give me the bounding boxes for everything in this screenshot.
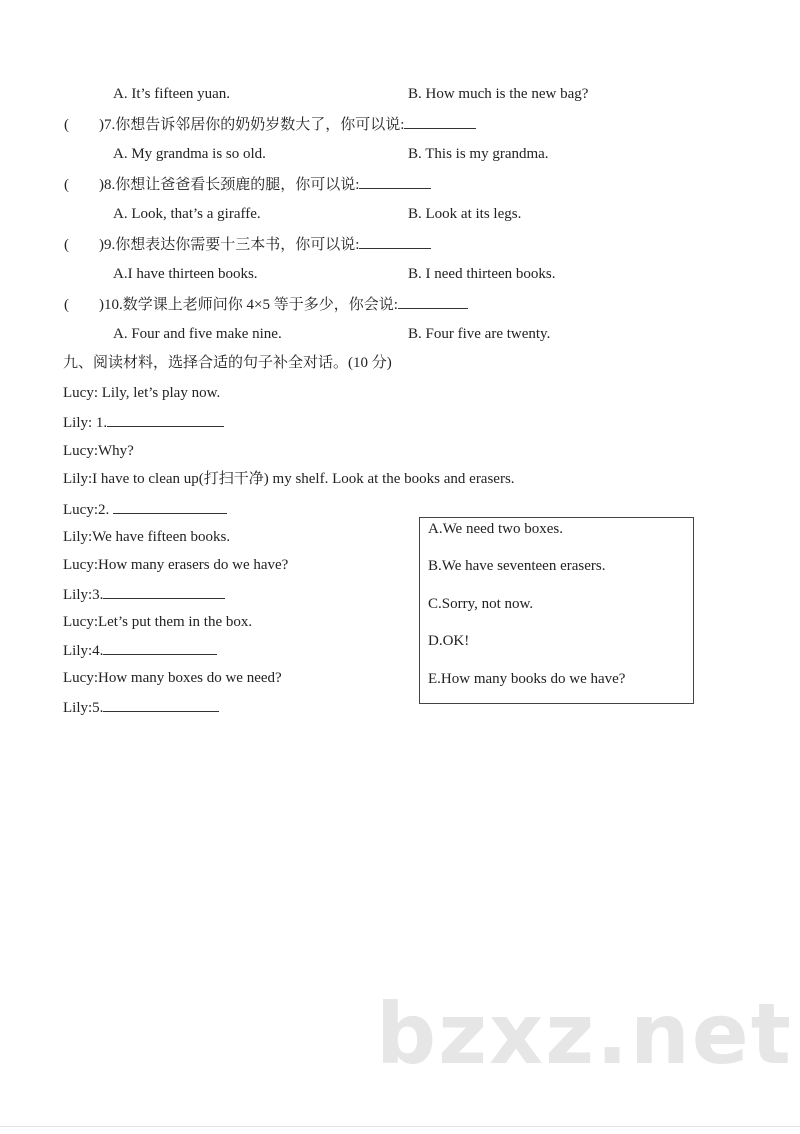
answer-blank[interactable] <box>359 234 431 249</box>
question-text: 7.你想告诉邻居你的奶奶岁数大了，你可以说: <box>104 117 405 133</box>
question-7 <box>64 114 476 135</box>
q7-option-a: A. My grandma is so old. <box>113 146 266 162</box>
q6-option-b: B. How much is the new bag? <box>408 86 589 102</box>
dialogue-line-lucy: Lucy:Let’s put them in the box. <box>63 614 253 630</box>
option-e: E.How many books do we have? <box>428 671 626 687</box>
q7-option-b: B. This is my grandma. <box>408 146 549 162</box>
dialogue-text: Lily: 1. <box>63 415 108 431</box>
question-text: 8.你想让爸爸看长颈鹿的腿，你可以说: <box>104 177 360 193</box>
q8-option-a: A. Look, that’s a giraffe. <box>113 206 261 222</box>
q9-option-a: A.I have thirteen books. <box>113 266 258 282</box>
page-bottom-edge <box>0 1126 800 1127</box>
dialogue-line-lily-4 <box>63 640 217 661</box>
dialogue-line-lucy: Lucy:Why? <box>63 443 134 459</box>
answer-paren-close: ) <box>99 297 104 313</box>
question-text: 9.你想表达你需要十三本书，你可以说: <box>104 237 360 253</box>
answer-paren-close: ) <box>99 237 104 253</box>
dialogue-line-lily-1 <box>63 412 224 433</box>
q8-option-b: B. Look at its legs. <box>408 206 522 222</box>
option-c: C.Sorry, not now. <box>428 596 534 612</box>
question-10 <box>64 294 468 315</box>
answer-blank-5[interactable] <box>103 697 219 712</box>
answer-blank[interactable] <box>398 294 468 309</box>
answer-paren-close: ) <box>99 177 104 193</box>
dialogue-text: Lucy:2. <box>63 502 110 518</box>
section-9-title: 九、阅读材料，选择合适的句子补全对话。(10 分) <box>63 355 392 371</box>
question-text: 10.数学课上老师问你 4×5 等于多少，你会说: <box>104 297 398 313</box>
answer-blank[interactable] <box>404 114 476 129</box>
dialogue-line-lucy: Lucy:How many boxes do we need? <box>63 670 282 686</box>
dialogue-text: Lily:5. <box>63 700 104 716</box>
watermark: bzxz.net <box>376 985 793 1083</box>
answer-paren-close: ) <box>99 117 104 133</box>
q10-option-a: A. Four and five make nine. <box>113 326 282 342</box>
answer-blank-4[interactable] <box>103 640 217 655</box>
dialogue-line-lily: Lily:I have to clean up(打扫干净) my shelf. Look at the books and erasers. <box>63 471 515 487</box>
q10-option-b: B. Four five are twenty. <box>408 326 551 342</box>
dialogue-line-lucy: Lucy: Lily, let’s play now. <box>63 385 221 401</box>
dialogue-line-lily-5 <box>63 697 219 718</box>
answer-paren-open: ( <box>64 117 69 133</box>
options-box <box>419 517 694 704</box>
dialogue-line-lucy: Lucy:How many erasers do we have? <box>63 557 289 573</box>
dialogue-text: Lily:3. <box>63 587 104 603</box>
option-a: A.We need two boxes. <box>428 521 564 537</box>
option-d: D.OK! <box>428 633 470 649</box>
question-8 <box>64 174 431 195</box>
answer-blank[interactable] <box>359 174 431 189</box>
dialogue-text: Lily:4. <box>63 643 104 659</box>
answer-blank-1[interactable] <box>107 412 224 427</box>
answer-blank-2[interactable] <box>113 499 227 514</box>
option-b: B.We have seventeen erasers. <box>428 558 606 574</box>
answer-blank-3[interactable] <box>103 584 225 599</box>
dialogue-line-lily: Lily:We have fifteen books. <box>63 529 231 545</box>
dialogue-line-lily-3 <box>63 584 225 605</box>
answer-paren-open: ( <box>64 177 69 193</box>
dialogue-line-lucy-2 <box>63 499 227 520</box>
question-9 <box>64 234 431 255</box>
answer-paren-open: ( <box>64 297 69 313</box>
q9-option-b: B. I need thirteen books. <box>408 266 556 282</box>
answer-paren-open: ( <box>64 237 69 253</box>
q6-option-a: A. It’s fifteen yuan. <box>113 86 231 102</box>
